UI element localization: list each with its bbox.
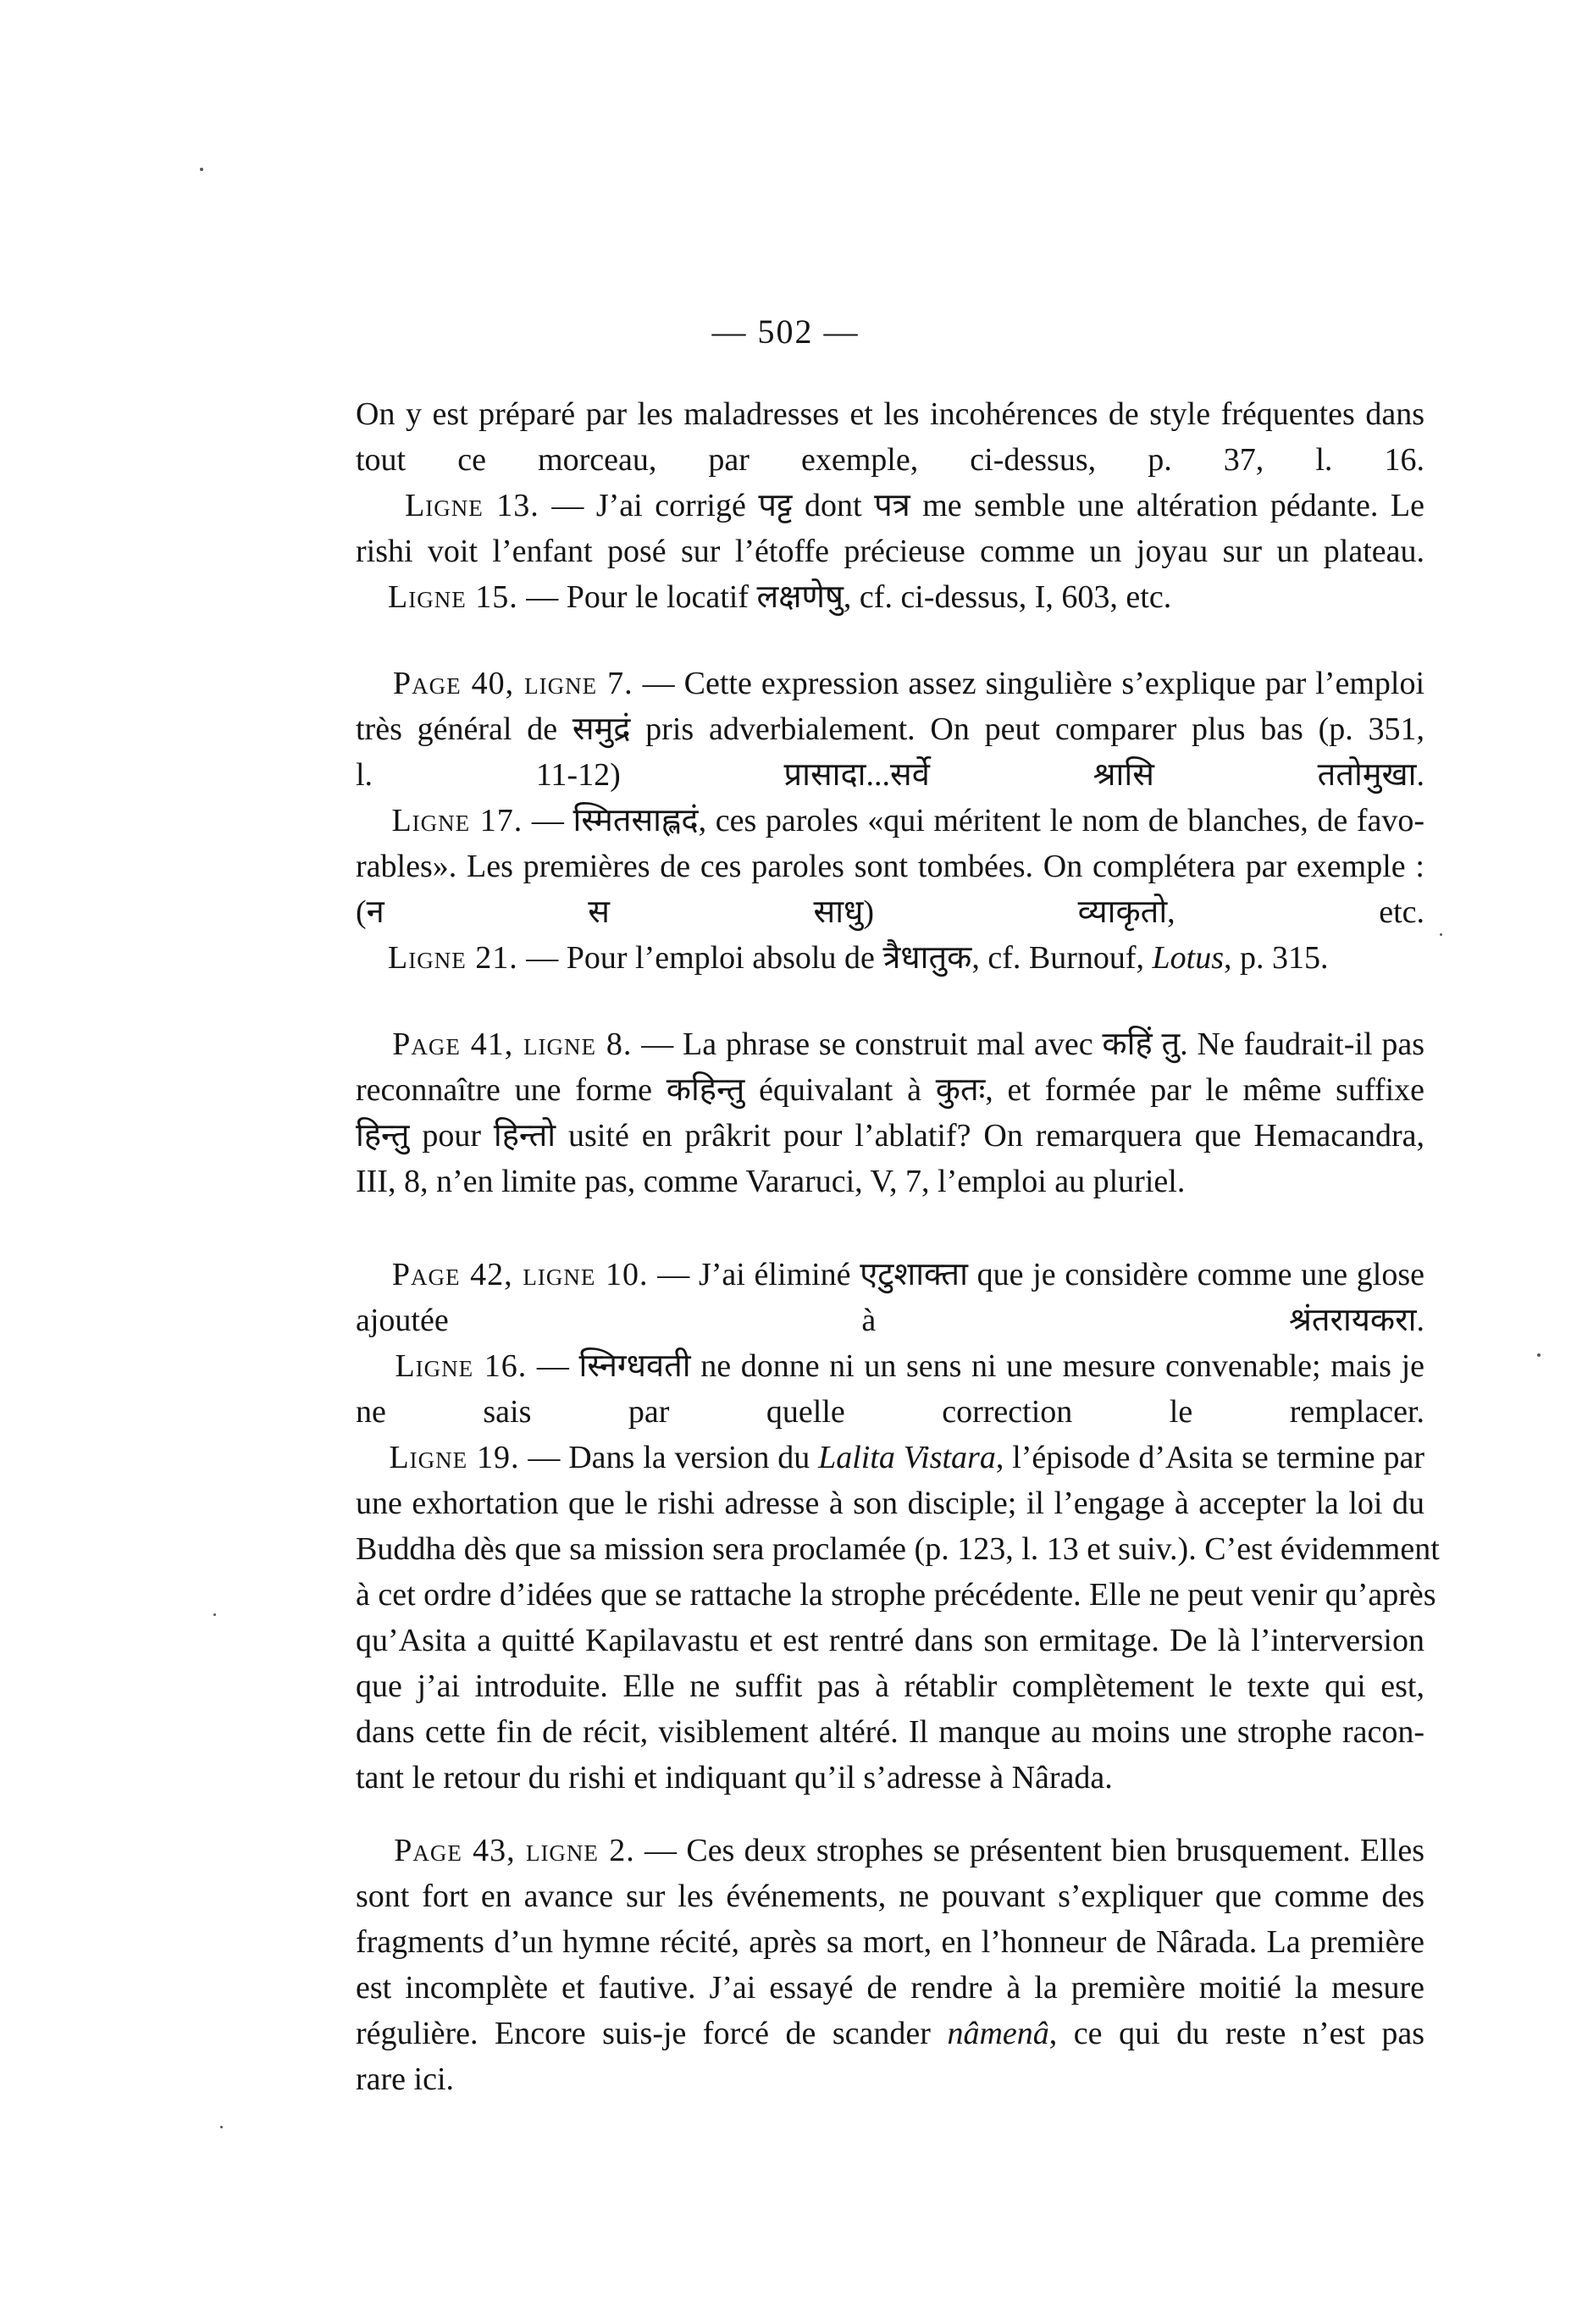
- text-run: reconnaître une forme कहिन्तु équivalant à कुतः, et formée par le même suffixe: [356, 1072, 1424, 1108]
- page-number: — 502 —: [711, 313, 860, 351]
- text-run: rare ici.: [356, 2061, 455, 2097]
- text-line: [356, 1067, 1424, 1113]
- reference-label: Page 41, ligne 8.: [392, 1026, 633, 1062]
- text-run: fragments d’un hymne récité, après sa mort, en l’honneur de Nârada. La première: [356, 1924, 1424, 1960]
- text-line: [356, 2056, 1424, 2102]
- text-line: [356, 798, 1424, 844]
- text-run: Buddha dès que sa mission sera proclamée (p. 123, l. 13 et suiv.). C’est évidemment: [356, 1531, 1440, 1567]
- text-run: — J’ai corrigé पट्ट dont पत्र me semble une altération pédante. Le: [539, 488, 1424, 523]
- text-run: est incomplète et fautive. J’ai essayé de rendre à la première moitié la mesure: [356, 1970, 1424, 2006]
- text-line: [356, 1389, 1424, 1435]
- text-line: [356, 844, 1424, 889]
- text-run: — La phrase se construit mal avec कहिं तु. Ne faudrait-il pas: [632, 1026, 1424, 1062]
- text-line: [356, 1021, 1424, 1067]
- text-run: — J’ai éliminé एटुशाक्ता que je considère comme une glose: [648, 1257, 1424, 1292]
- text-run: , ce qui du reste n’est pas: [1048, 2016, 1425, 2051]
- text-run: ajoutée à श्रंतरायकरा.: [356, 1303, 1424, 1338]
- text-line: [356, 1618, 1424, 1663]
- text-line: [356, 1343, 1424, 1389]
- text-run: ne sais par quelle correction le remplacer.: [356, 1394, 1424, 1430]
- reference-label: Page 43, ligne 2.: [394, 1833, 635, 1868]
- text-line: [356, 1159, 1424, 1204]
- text-run: une exhortation que le rishi adresse à son disciple; il l’engage à accepter la loi du: [356, 1486, 1424, 1521]
- text-run: régulière. Encore suis-je forcé de scander: [356, 2016, 948, 2051]
- text-line: [356, 1480, 1424, 1526]
- italic-term: Lalita Vistara: [818, 1440, 996, 1475]
- text-run: tout ce morceau, par exemple, ci-dessus, p. 37, l. 16.: [356, 442, 1424, 478]
- text-line: [356, 1709, 1424, 1755]
- text-run: rishi voit l’enfant posé sur l’étoffe précieuse comme un joyau sur un plateau.: [356, 534, 1424, 569]
- text-line: [356, 1572, 1436, 1618]
- text-run: — स्निग्धवती ne donne ni un sens ni une mesure convenable; mais je: [527, 1348, 1424, 1384]
- italic-term: nâmenâ: [947, 2016, 1049, 2051]
- text-run: — स्मितसाह्लदं, ces paroles «qui méritent le nom de blanches, de favo-: [523, 803, 1424, 838]
- reference-label: Ligne 21.: [388, 940, 518, 976]
- text-run: l. 11-12) प्रासादा...सर्वे श्रासि ततोमुखा.: [356, 757, 1424, 793]
- text-run: — Dans la version du: [519, 1440, 819, 1475]
- text-line: [356, 437, 1424, 483]
- text-run: III, 8, n’en limite pas, comme Vararuci, V, 7, l’emploi au pluriel.: [356, 1164, 1186, 1199]
- text-run: dans cette fin de récit, visiblement altéré. Il manque au moins une strophe racon-: [356, 1714, 1424, 1750]
- paragraph-page-40: [356, 661, 1424, 981]
- text-run: (न स साधु) व्याकृतो, etc.: [356, 894, 1424, 930]
- text-run: , l’épisode d’Asita se termine par: [995, 1440, 1425, 1475]
- text-line: [356, 1873, 1424, 1919]
- text-line: [356, 1919, 1424, 1965]
- reference-label: Ligne 17.: [391, 803, 523, 838]
- text-line: [356, 1113, 1424, 1159]
- text-run: sont fort en avance sur les événements, ne pouvant s’expliquer que comme des: [356, 1879, 1424, 1914]
- text-run: [356, 1833, 394, 1868]
- text-run: [356, 1026, 392, 1062]
- text-line: [356, 661, 1424, 706]
- scan-speck: [1440, 933, 1442, 936]
- text-run: — Ces deux strophes se présentent bien brusquement. Elles: [634, 1833, 1424, 1868]
- reference-label: Page 42, ligne 10.: [391, 1257, 649, 1292]
- reference-label: Ligne 15.: [388, 579, 518, 615]
- text-run: , p. 315.: [1224, 940, 1329, 976]
- text-line: [356, 483, 1424, 528]
- reference-label: Ligne 13.: [405, 488, 539, 523]
- text-line: [356, 706, 1424, 752]
- text-run: très général de समुद्रं pris adverbialement. On peut comparer plus bas (p. 351,: [356, 711, 1424, 747]
- paragraph-page-42: [356, 1252, 1440, 1801]
- text-run: — Pour le locatif लक्षणेषु, cf. ci-dessus, I, 603, etc.: [517, 579, 1172, 615]
- paragraph-ligne-13-15: [356, 391, 1424, 620]
- text-run: tant le retour du rishi et indiquant qu’il s’adresse à Nârada.: [356, 1760, 1113, 1796]
- text-run: [356, 1257, 392, 1292]
- scan-speck: [220, 2126, 223, 2128]
- paragraph-page-43: [356, 1828, 1424, 2102]
- text-line: [356, 574, 1424, 620]
- text-line: [356, 889, 1424, 935]
- text-line: [356, 528, 1424, 574]
- text-run: à cet ordre d’idées que se rattache la strophe précédente. Elle ne peut venir qu’après: [356, 1577, 1436, 1613]
- text-line: [356, 1252, 1424, 1298]
- text-run: [356, 803, 391, 838]
- text-run: हिन्तु pour हिन्तो usité en prâkrit pour l’ablatif? On remarquera que Hemacandra,: [356, 1118, 1424, 1154]
- text-run: [356, 579, 388, 615]
- text-run: [356, 666, 393, 701]
- scan-speck: [200, 168, 203, 171]
- text-line: [356, 1965, 1424, 2011]
- text-line: [356, 1828, 1424, 1873]
- italic-term: Lotus: [1152, 940, 1225, 976]
- text-line: [356, 1663, 1424, 1709]
- text-run: rables». Les premières de ces paroles sont tombées. On complétera par exemple :: [356, 849, 1424, 884]
- text-run: On y est préparé par les maladresses et les incohérences de style fréquentes dans: [356, 396, 1424, 432]
- text-line: [356, 935, 1424, 981]
- text-line: [356, 1526, 1440, 1572]
- text-line: [356, 1755, 1424, 1801]
- text-run: — Pour l’emploi absolu de त्रैधातुक, cf. Burnouf,: [517, 940, 1153, 976]
- text-run: — Cette expression assez singulière s’explique par l’emploi: [633, 666, 1424, 701]
- text-line: [356, 1298, 1424, 1343]
- text-run: que j’ai introduite. Elle ne suffit pas à rétablir complètement le texte qui est,: [356, 1668, 1424, 1704]
- reference-label: Page 40, ligne 7.: [393, 666, 633, 701]
- paragraph-page-41: [356, 1021, 1424, 1204]
- text-line: [356, 391, 1424, 437]
- text-run: [356, 1440, 389, 1475]
- text-run: [356, 940, 388, 976]
- text-run: [356, 1348, 395, 1384]
- scan-speck: [213, 1613, 216, 1616]
- text-line: [356, 752, 1424, 798]
- scan-speck: [1537, 1353, 1541, 1357]
- reference-label: Ligne 16.: [395, 1348, 528, 1384]
- text-line: [356, 1435, 1424, 1480]
- text-line: [356, 2011, 1424, 2056]
- text-run: qu’Asita a quitté Kapilavastu et est rentré dans son ermitage. De là l’interversion: [356, 1623, 1424, 1658]
- text-run: [356, 488, 405, 523]
- reference-label: Ligne 19.: [389, 1440, 520, 1475]
